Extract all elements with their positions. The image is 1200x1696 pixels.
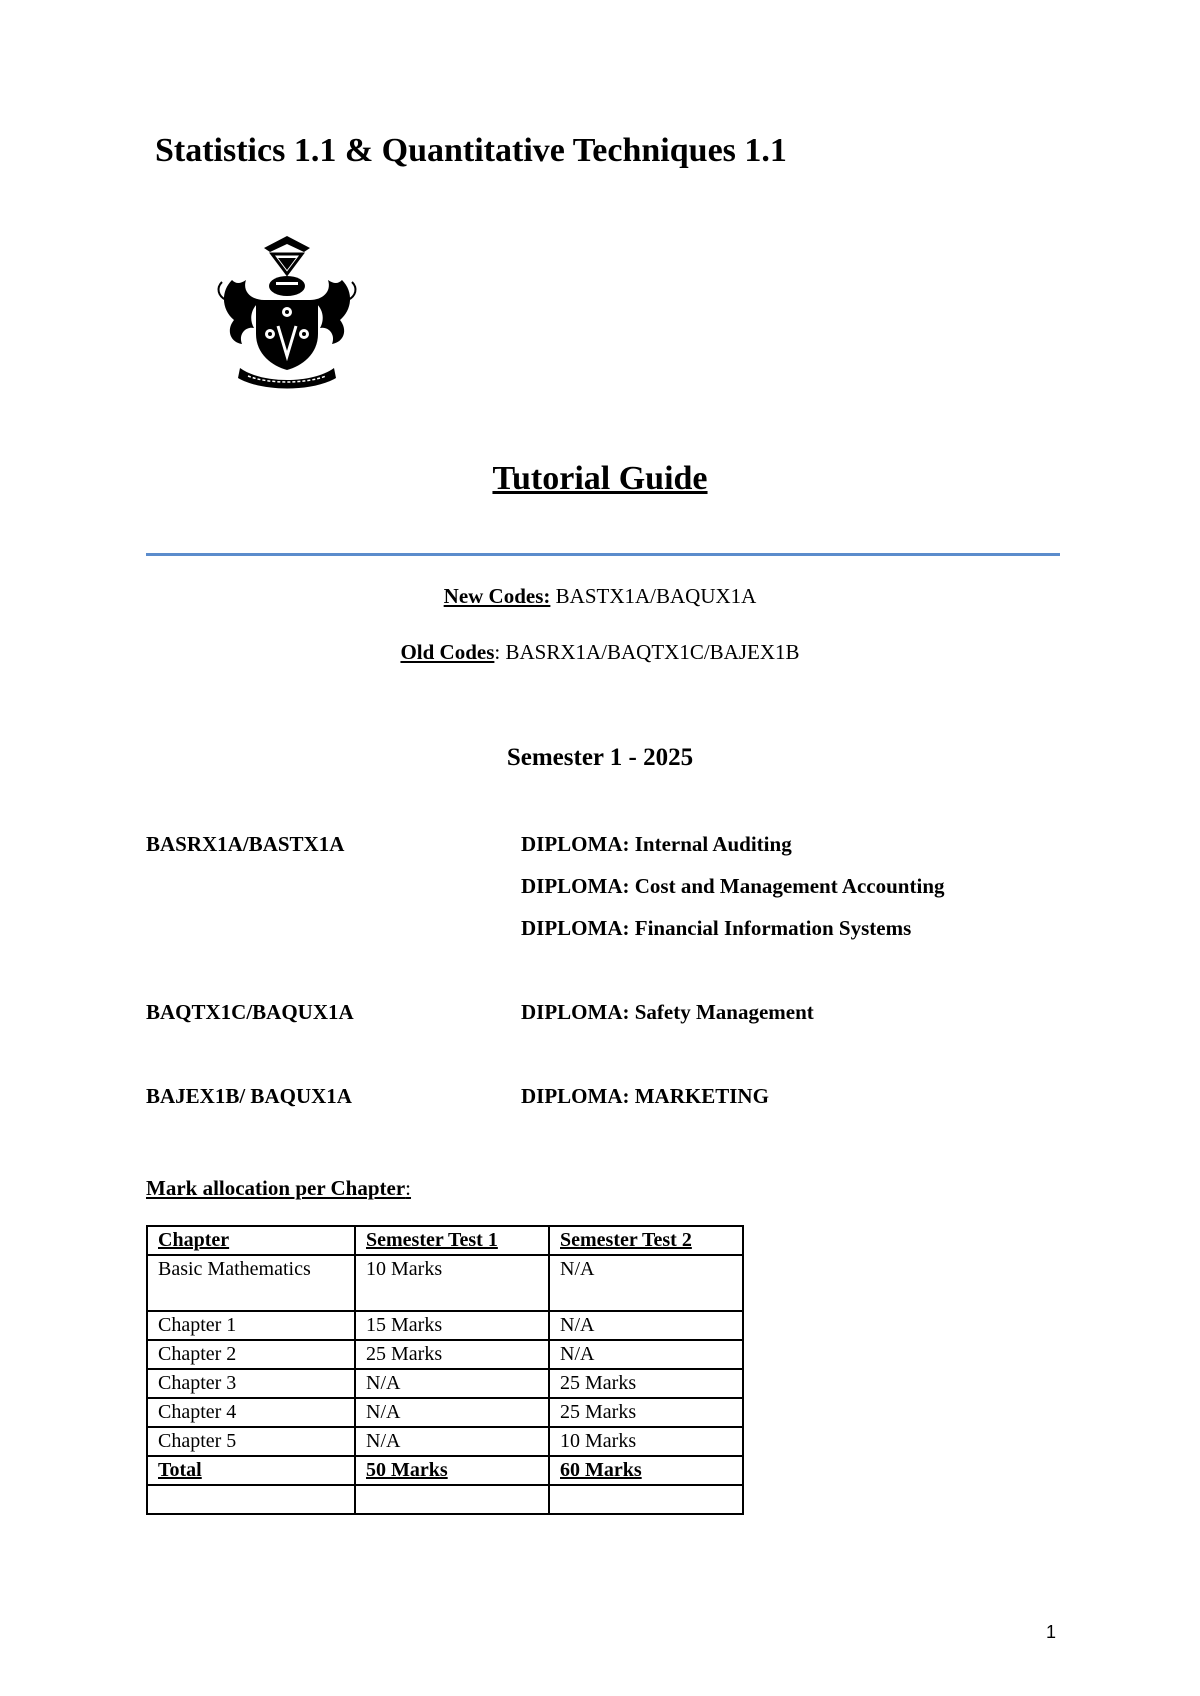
mark-allocation-table: [146, 1225, 744, 1515]
programme-code: BAQTX1C/BAQUX1A: [146, 1000, 354, 1024]
old-codes-value: : BASRX1A/BAQTX1C/BAJEX1B: [494, 640, 800, 664]
document-title: Statistics 1.1 & Quantitative Techniques 1.1: [155, 132, 787, 169]
table-header-cell: Chapter: [147, 1226, 355, 1255]
table-row: [147, 1398, 743, 1427]
table-cell: N/A: [355, 1369, 549, 1398]
page-number: 1: [1046, 1622, 1057, 1642]
semester-heading: Semester 1 - 2025: [506, 744, 694, 771]
table-cell: N/A: [549, 1340, 743, 1369]
new-codes-line: [0, 584, 1200, 609]
table-total-cell: 50 Marks: [355, 1456, 549, 1485]
table-total-cell: 60 Marks: [549, 1456, 743, 1485]
programme-diploma: DIPLOMA: Cost and Management Accounting: [521, 874, 945, 898]
table-cell: 15 Marks: [355, 1311, 549, 1340]
table-cell: 10 Marks: [355, 1255, 549, 1311]
programme-diploma: DIPLOMA: Internal Auditing: [521, 832, 792, 856]
old-codes-label: Old Codes: [400, 640, 495, 664]
new-codes-label: New Codes:: [443, 584, 551, 608]
table-total-row: [147, 1456, 743, 1485]
table-cell: Chapter 3: [147, 1369, 355, 1398]
table-cell: N/A: [549, 1255, 743, 1311]
programme-code: BASRX1A/BASTX1A: [146, 832, 345, 856]
table-row: [147, 1369, 743, 1398]
table-row: [147, 1255, 743, 1311]
university-crest-icon: [212, 230, 362, 390]
old-codes-line: [0, 640, 1200, 665]
table-cell: 25 Marks: [355, 1340, 549, 1369]
table-row: [147, 1311, 743, 1340]
table-total-cell: Total: [147, 1456, 355, 1485]
table-cell: Basic Mathematics: [147, 1255, 355, 1311]
table-cell: Chapter 4: [147, 1398, 355, 1427]
programme-diploma: DIPLOMA: Safety Management: [521, 1000, 814, 1024]
programme-diploma: DIPLOMA: MARKETING: [521, 1084, 769, 1108]
table-cell: [355, 1485, 549, 1514]
table-cell: 25 Marks: [549, 1398, 743, 1427]
table-cell: N/A: [355, 1398, 549, 1427]
table-row: [147, 1340, 743, 1369]
table-header-cell: Semester Test 1: [355, 1226, 549, 1255]
mark-allocation-heading: Mark allocation per Chapter:: [146, 1176, 412, 1200]
new-codes-value: BASTX1A/BAQUX1A: [550, 584, 757, 608]
table-header-cell: Semester Test 2: [549, 1226, 743, 1255]
table-cell: Chapter 2: [147, 1340, 355, 1369]
programme-code: BAJEX1B/ BAQUX1A: [146, 1084, 352, 1108]
programme-diploma: DIPLOMA: Financial Information Systems: [521, 916, 912, 940]
table-header-row: [147, 1226, 743, 1255]
table-cell: N/A: [549, 1311, 743, 1340]
table-cell: Chapter 5: [147, 1427, 355, 1456]
table-cell: N/A: [355, 1427, 549, 1456]
horizontal-divider: [146, 553, 1060, 556]
table-cell: [147, 1485, 355, 1514]
table-cell: Chapter 1: [147, 1311, 355, 1340]
table-cell: 10 Marks: [549, 1427, 743, 1456]
table-cell: [549, 1485, 743, 1514]
table-empty-row: [147, 1485, 743, 1514]
mark-allocation-heading-text: Mark allocation per Chapter: [146, 1176, 406, 1200]
table-row: [147, 1427, 743, 1456]
table-cell: 25 Marks: [549, 1369, 743, 1398]
tutorial-guide-title: Tutorial Guide: [492, 460, 708, 497]
